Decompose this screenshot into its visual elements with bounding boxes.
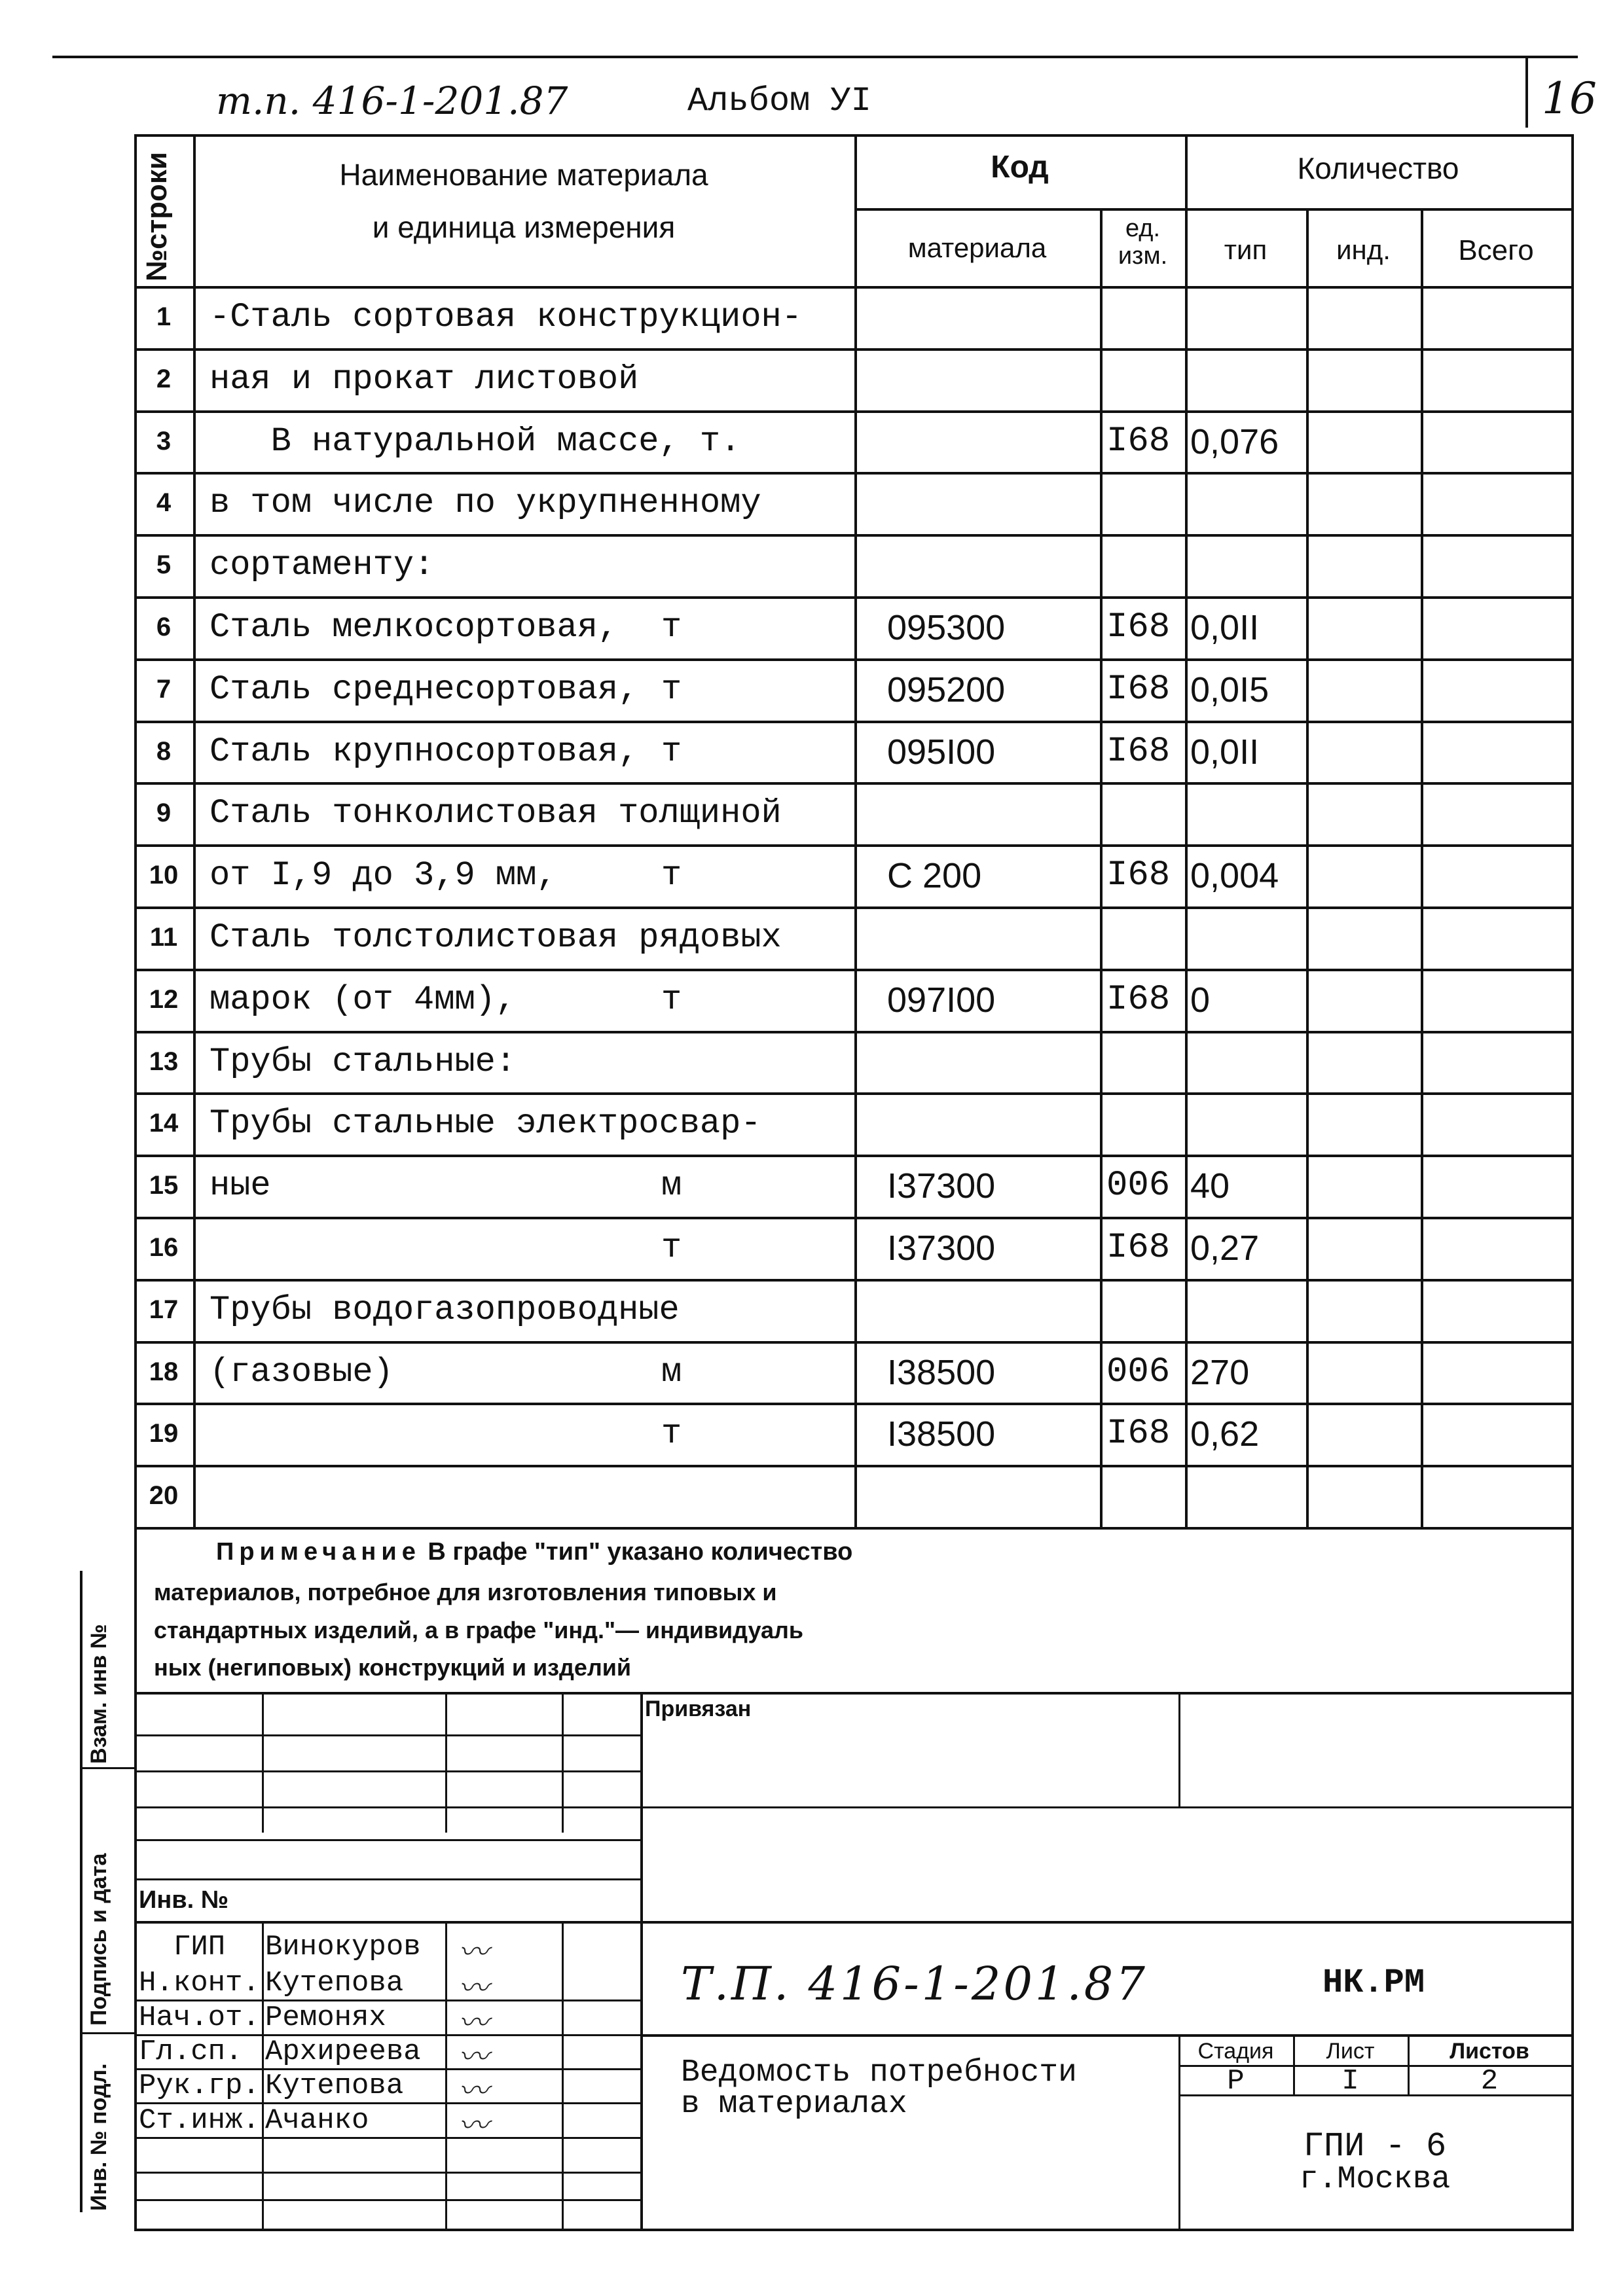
tb-left [134, 1692, 137, 2229]
tb-people-col1 [262, 1921, 264, 2229]
side-label-vzam: Взам. инв № [86, 1624, 111, 1764]
measure-unit: т [661, 670, 682, 709]
material-name: Трубы водогазопроводные [210, 1291, 680, 1329]
row-number: 17 [149, 1295, 179, 1324]
sheet-value: I [1341, 2065, 1359, 2098]
material-code: 095200 [887, 670, 1006, 709]
measure-unit: т [661, 980, 682, 1019]
tb-grid-row5 [134, 1878, 640, 1880]
unit-code: 006 [1106, 1166, 1171, 1206]
col-name-border [854, 134, 857, 1528]
row-number: 7 [156, 675, 172, 704]
unit-code: I68 [1106, 855, 1171, 895]
quantity-tip: 0,0II [1190, 607, 1260, 647]
org-name: ГПИ - 6 [1303, 2127, 1447, 2166]
tb-grid-row4 [134, 1839, 640, 1841]
material-name: Трубы стальные электросвар- [210, 1104, 761, 1143]
col-ind-border [1421, 209, 1423, 1528]
quantity-tip: 40 [1190, 1166, 1230, 1206]
top-rule [52, 56, 1578, 58]
doc-title-line2: в материалах [681, 2087, 907, 2122]
side-strip-left [80, 1571, 82, 2212]
material-name: ные [210, 1166, 271, 1205]
unit-code: I68 [1106, 1228, 1171, 1268]
col-code-border [1100, 209, 1103, 1528]
material-name: В натуральной массе, т. [210, 422, 741, 461]
row-number: 10 [149, 861, 179, 889]
unit-code: 006 [1106, 1352, 1171, 1392]
material-name: Трубы стальные: [210, 1043, 517, 1081]
sheets-value: 2 [1480, 2065, 1499, 2098]
tb-grid-row1 [134, 1734, 640, 1736]
measure-unit: т [661, 856, 682, 895]
unit-code: I68 [1106, 607, 1171, 647]
note-left-border [134, 1528, 137, 1692]
person-name: Кутепова [265, 1967, 404, 2000]
tb-people-row6 [134, 2172, 640, 2174]
stage-label: Стадия [1197, 2039, 1274, 2064]
table-top-border [134, 134, 1574, 137]
material-code: 097I00 [887, 980, 996, 1020]
tb-grid-row3 [134, 1806, 640, 1808]
side-label-podpis: Подпись и дата [86, 1853, 111, 2026]
measure-unit: м [661, 1353, 682, 1391]
quantity-tip: 0 [1190, 980, 1211, 1020]
unit-code: I68 [1106, 422, 1171, 461]
page-number: 16 [1542, 73, 1597, 124]
tb-grid-row2 [134, 1770, 640, 1772]
row-number: 15 [149, 1171, 179, 1200]
tb-people-top [134, 1921, 1574, 1924]
material-code: 095300 [887, 607, 1006, 647]
privyazan-label: Привязан [645, 1696, 752, 1721]
measure-unit: т [661, 732, 682, 771]
person-name: Ачанко [265, 2104, 369, 2137]
measure-unit: т [661, 1414, 682, 1453]
tb-people-row5 [134, 2137, 640, 2139]
row-divider [134, 1527, 1574, 1530]
sheets-label: Листов [1450, 2039, 1529, 2064]
row-divider [134, 1217, 1574, 1219]
header-ind: инд. [1336, 234, 1391, 265]
quantity-tip: 0,004 [1190, 855, 1279, 895]
tb-people-col3 [562, 1921, 564, 2229]
row-number: 11 [149, 923, 178, 952]
row-number: 2 [156, 365, 172, 393]
album-label: Альбом УI [687, 82, 871, 120]
note-line3: стандартных изделий, а в графе "инд."— индивидуаль [154, 1617, 804, 1643]
unit-code: I68 [1106, 732, 1171, 772]
unit-code: I68 [1106, 1414, 1171, 1454]
material-name: Сталь мелкосортовая, [210, 608, 619, 647]
header-unit: ед. изм. [1118, 215, 1168, 270]
header-material: материала [907, 232, 1047, 263]
signature-mark: 〰 [458, 1970, 488, 2005]
side-strip-line2 [80, 2032, 134, 2034]
person-role: Рук.гр. [139, 2070, 260, 2102]
person-name: Ремонях [265, 2001, 386, 2034]
unit-code: I68 [1106, 980, 1171, 1020]
header-mid-line [854, 208, 1574, 211]
measure-unit: т [661, 608, 682, 647]
material-name: в том числе по укрупненному [210, 484, 761, 522]
material-code: I37300 [887, 1166, 996, 1206]
person-role: Ст.инж. [139, 2104, 260, 2137]
tb-top [134, 1692, 1574, 1695]
tb-bottom [134, 2229, 1574, 2231]
header-name-line1: Наименование материала [339, 158, 708, 192]
row-number: 20 [149, 1481, 179, 1510]
side-label-inv-podl: Инв. № подл. [86, 2063, 111, 2211]
person-name: Кутепова [265, 2070, 404, 2102]
tb-right [1571, 1692, 1574, 2229]
col-tip-border [1306, 209, 1309, 1528]
row-number: 9 [156, 798, 172, 827]
doc-mark: НК.РМ [1322, 1964, 1425, 2002]
col-rownum-border [193, 134, 196, 1528]
tb-right-split [1178, 1692, 1180, 1806]
material-code: I38500 [887, 1414, 996, 1454]
row-number: 12 [149, 985, 179, 1014]
tb-col3 [562, 1692, 564, 1833]
signature-mark: 〰 [458, 2108, 488, 2143]
note-right-border [1571, 1528, 1574, 1692]
note-line1 [216, 1538, 852, 1566]
measure-unit: м [661, 1166, 682, 1205]
header-name-line2: и единица измерения [372, 210, 676, 244]
tb-people-row7 [134, 2199, 640, 2201]
signature-mark: 〰 [458, 2039, 488, 2074]
row-number: 3 [156, 427, 172, 456]
header-quantity: Количество [1297, 151, 1459, 185]
side-strip-line1 [80, 1767, 134, 1769]
table-right-border [1571, 134, 1574, 1528]
material-code: 095I00 [887, 732, 996, 772]
row-divider [134, 1465, 1574, 1467]
quantity-tip: 0,0I5 [1190, 670, 1269, 709]
row-number: 8 [156, 737, 172, 766]
row-number: 6 [156, 613, 172, 641]
quantity-tip: 0,0II [1190, 732, 1260, 772]
person-name: Винокуров [265, 1931, 421, 1964]
signature-mark: 〰 [458, 1934, 488, 1969]
quantity-tip: 270 [1190, 1352, 1250, 1392]
row-divider [134, 1155, 1574, 1157]
row-number: 13 [149, 1047, 179, 1076]
doc-ref: т.п. 416-1-201.87 [216, 79, 568, 123]
doc-title-line1: Ведомость потребности [681, 2055, 1077, 2090]
person-role: Гл.сп. [139, 2036, 243, 2068]
material-code: I38500 [887, 1352, 996, 1392]
material-name: марок (от 4мм), [210, 980, 517, 1019]
tb-col2 [445, 1692, 447, 1833]
material-name: Сталь толстолистовая рядовых [210, 918, 782, 957]
material-name: ная и прокат листовой [210, 360, 639, 399]
note-line1-text: В графе "тип" указано количество [428, 1538, 853, 1566]
tb-docname-line [640, 2034, 1571, 2037]
header-tip: тип [1224, 234, 1267, 265]
page-num-divider [1525, 56, 1528, 128]
material-name: сортаменту: [210, 546, 435, 584]
quantity-tip: 0,076 [1190, 422, 1279, 461]
org-city: г.Москва [1299, 2162, 1451, 2197]
material-name: Сталь тонколистовая толщиной [210, 794, 782, 833]
col-unit-border [1185, 134, 1188, 1528]
header-code: Код [991, 150, 1049, 185]
row-number: 1 [156, 302, 172, 331]
person-name: Архиреева [265, 2036, 421, 2068]
material-name: -Сталь сортовая конструкцион- [210, 298, 802, 336]
sheet-label: Лист [1326, 2039, 1375, 2064]
material-code: I37300 [887, 1228, 996, 1268]
note-title: Примечание [216, 1538, 421, 1566]
row-number: 5 [156, 550, 172, 579]
person-role: ГИП [173, 1931, 226, 1964]
row-number: 16 [149, 1233, 179, 1262]
person-role: Н.конт. [139, 1967, 260, 2000]
row-number: 19 [149, 1419, 179, 1448]
material-name: Сталь крупносортовая, [210, 732, 639, 771]
stage-value: Р [1227, 2065, 1245, 2098]
unit-code: I68 [1106, 670, 1171, 709]
tb-col4 [640, 1692, 643, 2229]
header-total: Всего [1458, 234, 1534, 266]
quantity-tip: 0,62 [1190, 1414, 1260, 1454]
signature-mark: 〰 [458, 2073, 488, 2108]
inv-no-label: Инв. № [139, 1886, 229, 1914]
signature-mark: 〰 [458, 2005, 488, 2040]
tb-people-col2 [445, 1921, 447, 2229]
row-number: 18 [149, 1357, 179, 1386]
note-line4: ных (негиповых) конструкций и изделий [154, 1654, 632, 1681]
material-name: Сталь среднесортовая, [210, 670, 639, 709]
person-role: Нач.от. [139, 2001, 260, 2034]
material-name: (газовые) [210, 1353, 393, 1391]
tb-col1 [262, 1692, 264, 1833]
row-number: 14 [149, 1109, 179, 1138]
material-name: от I,9 до 3,9 мм, [210, 856, 557, 895]
header-row-no: №строки [141, 152, 173, 281]
doc-code: Т.П. 416-1-201.87 [681, 1957, 1148, 2011]
material-code: С 200 [887, 855, 982, 895]
tb-privyazan-line [640, 1806, 1571, 1808]
measure-unit: т [661, 1229, 682, 1267]
note-line2: материалов, потребное для изготовления типовых и [154, 1579, 777, 1605]
quantity-tip: 0,27 [1190, 1228, 1260, 1268]
row-number: 4 [156, 488, 172, 517]
